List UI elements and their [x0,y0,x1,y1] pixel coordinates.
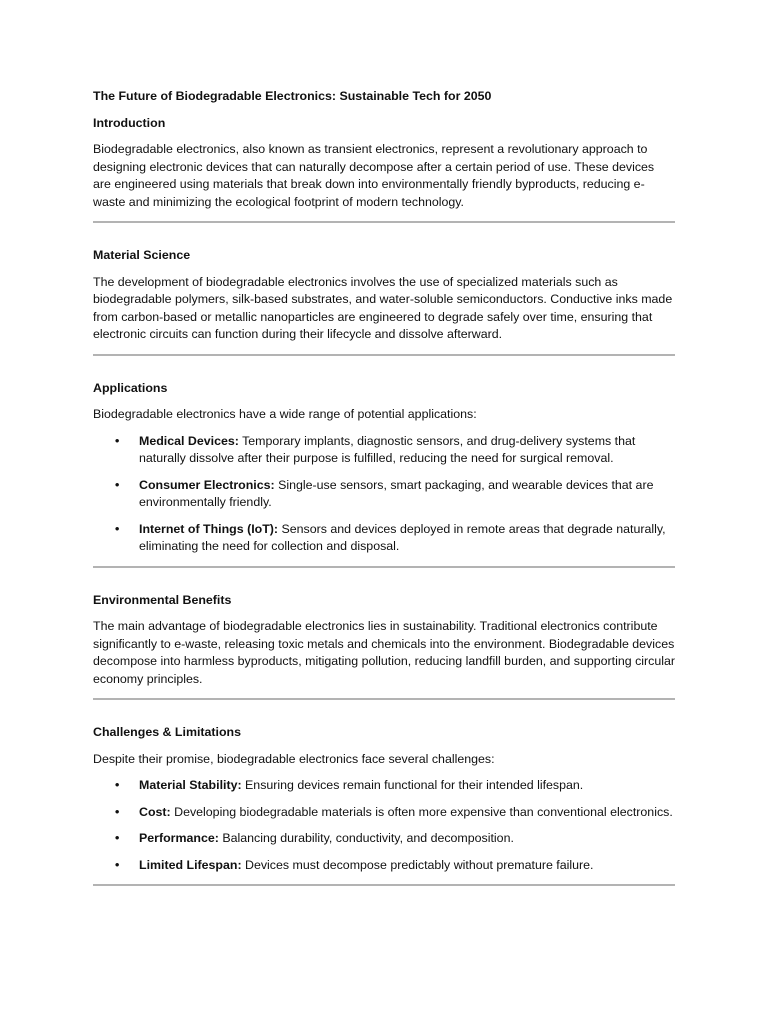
bullet-icon: • [115,477,120,492]
list-item [115,830,675,848]
list-item [115,433,675,468]
list-item-text: Sensors and devices deployed in remote areas that degrade naturally, eliminating the need for collection and disposal. [139,521,666,553]
section-paragraph: The main advantage of biodegradable electronics lies in sustainability. Traditional electronics contribute significantly to e-waste, releasing toxic metals and chemicals into the environment. Biodegradable devices decompose into harmless byproducts, mitigating pollution, reducing landfill burden, and supporting circular economy principles. [93,619,675,686]
section-heading: Environmental Benefits [93,592,232,607]
section-paragraph: Biodegradable electronics, also known as transient electronics, represent a revolutionary approach to designing electronic devices that can naturally decompose after a certain period of use. These devices are engineered using materials that break down into environmentally friendly byproducts, reducing e-waste and minimizing the ecological footprint of modern technology. [93,142,655,209]
section-applications [93,380,675,568]
list-item-term: Internet of Things (IoT): [139,521,279,536]
section-paragraph: Despite their promise, biodegradable electronics face several challenges: [93,751,495,766]
list-item-text: Devices must decompose predictably without premature failure. [241,857,594,872]
bullet-list [93,777,675,874]
list-item-text: Ensuring devices remain functional for their intended lifespan. [241,778,584,792]
section-heading: Material Science [93,248,191,262]
bullet-icon: • [115,831,120,845]
bullet-icon: • [115,521,120,536]
list-item [115,521,675,556]
section-divider [93,221,675,223]
list-item [115,477,675,512]
document-title: The Future of Biodegradable Electronics: Sustainable Tech for 2050 [93,89,492,103]
section-divider [93,566,675,568]
section-paragraph: Biodegradable electronics have a wide range of potential applications: [93,407,477,421]
list-item-term: Performance: [139,831,219,845]
section-environmental-benefits [93,592,675,701]
list-item-term: Medical Devices: [139,433,239,448]
list-item [115,857,675,875]
section-heading: Introduction [93,115,166,130]
list-item [115,804,675,822]
section-challenges-limitations [93,724,675,886]
section-material-science [93,247,675,356]
bullet-icon: • [115,778,120,792]
section-divider [93,698,675,700]
bullet-icon: • [115,804,120,819]
bullet-icon: • [115,857,120,872]
section-heading: Applications [93,380,168,395]
list-item-term: Material Stability: [139,778,242,792]
section-paragraph: The development of biodegradable electronics involves the use of specialized materials such as biodegradable polymers, silk-based substrates, and water-soluble semiconductors. Conductive inks made from carbon-based or metallic nanoparticles are engineered to degrade safely over time, ensuring that electronic circuits can function during their lifecycle and dissolve afterward. [93,274,673,341]
bullet-icon: • [115,433,120,448]
list-item-text: Balancing durability, conductivity, and decomposition. [218,831,514,845]
list-item-text: Temporary implants, diagnostic sensors, and drug-delivery systems that naturally dissolve after their purpose is fulfilled, reducing the need for surgical removal. [139,433,636,465]
list-item-text: Developing biodegradable materials is often more expensive than conventional electronics. [170,804,673,819]
list-item-text: Single-use sensors, smart packaging, and wearable devices that are environmentally friendly. [139,477,654,509]
list-item-term: Limited Lifespan: [139,857,242,872]
list-item [115,777,675,795]
section-heading: Challenges & Limitations [93,725,242,739]
section-divider [93,884,675,886]
section-introduction [93,115,675,224]
list-item-term: Cost: [139,804,171,819]
list-item-term: Consumer Electronics: [139,477,275,492]
section-divider [93,354,675,356]
bullet-list [93,433,675,556]
